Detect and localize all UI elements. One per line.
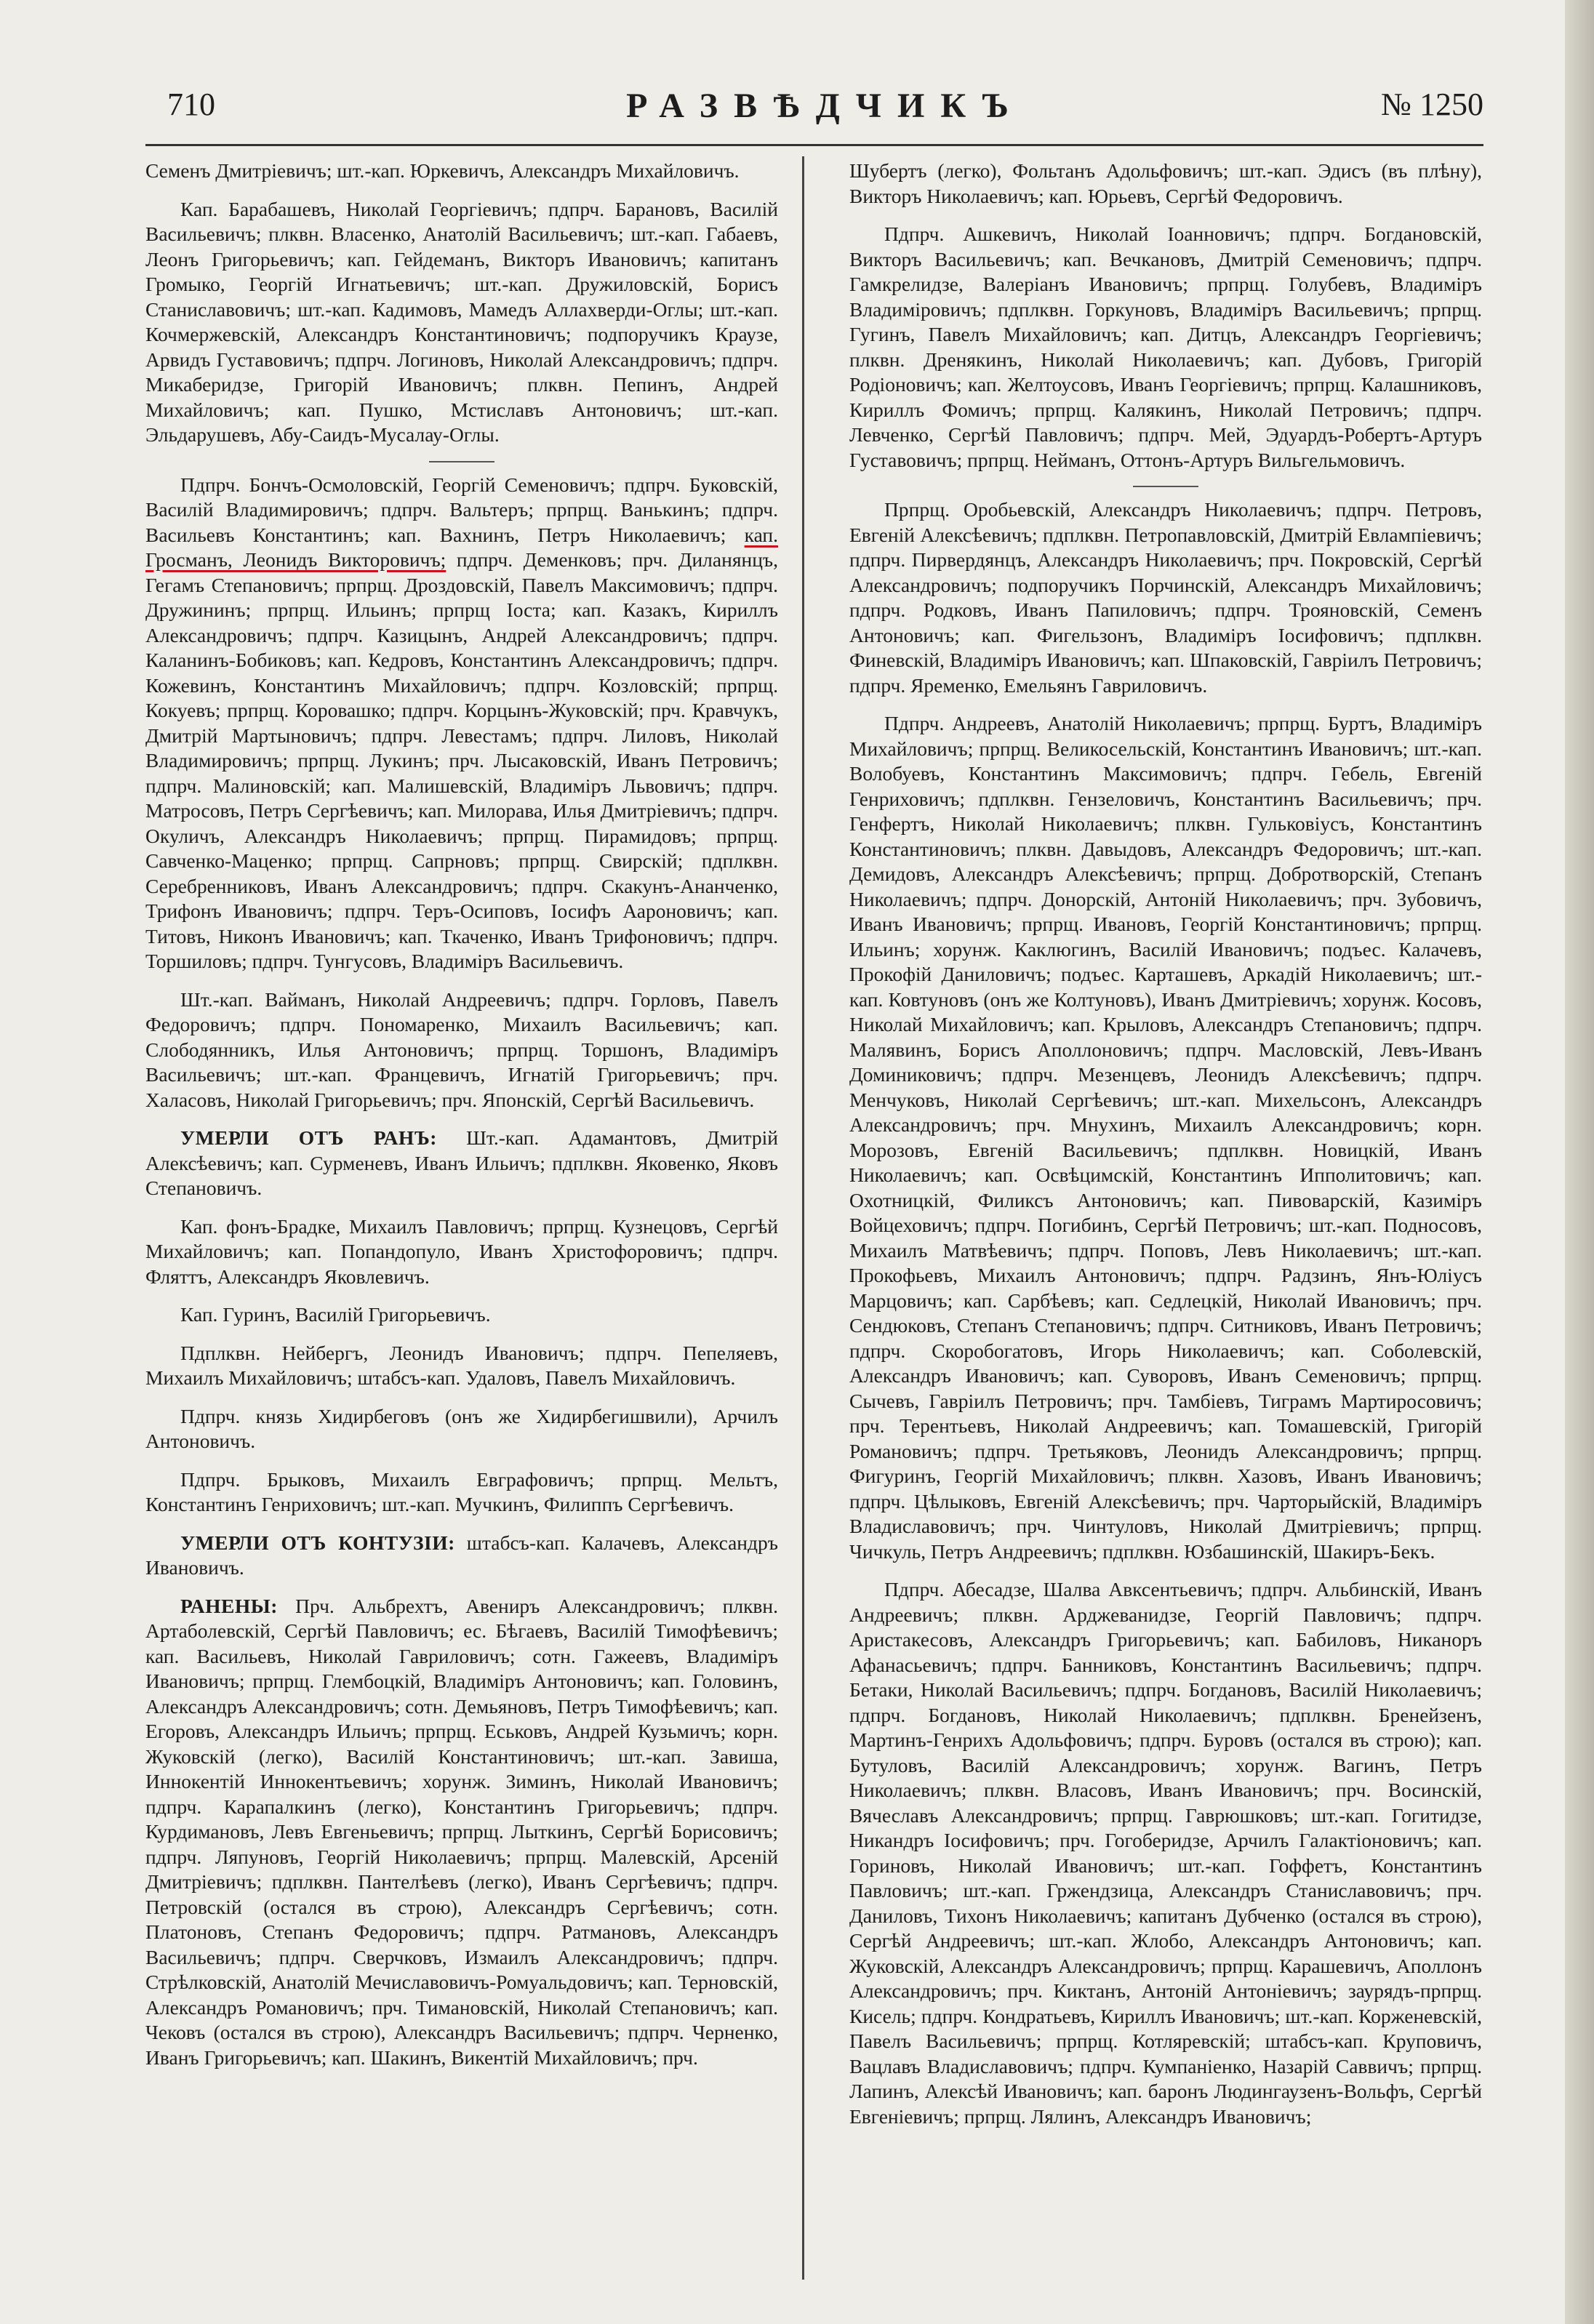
header-rule bbox=[145, 144, 1483, 146]
paragraph: Пдпрч. Ашкевичъ, Николай Іоанновичъ; пдпрч. Богдановскій, Викторъ Васильевичъ; кап. Вечкановъ, Дмитрій Семеновичъ; пдпрч. Гамкрелидзе, Валеріанъ Ивановичъ; прпрщ. Голубевъ, Владиміръ Владиміровичъ; пдплквн. Горкуновъ, Владиміръ Васильевичъ; прпрщ. Гугинъ, Павелъ Михайловичъ; кап. Дитцъ, Александръ Георгіевичъ; плквн. Дренякинъ, Николай Николаевичъ; кап. Дубовъ, Григорій Родіоновичъ; кап. Желтоусовъ, Иванъ Георгіевичъ; прпрщ. Калашниковъ, Кириллъ Фомичъ; прпрщ. Калякинъ, Николай Петровичъ; пдпрч. Левченко, Сергѣй Павловичъ; пдпрч. Мей, Эдуардъ-Робертъ-Артуръ Густавовичъ; прпрщ. Нейманъ, Оттонъ-Артуръ Вильгельмовичъ. bbox=[849, 223, 1482, 471]
paragraph bbox=[145, 1126, 778, 1201]
paragraph: Семенъ Дмитріевичъ; шт.-кап. Юркевичъ, Александръ Михайловичъ. bbox=[145, 159, 740, 182]
paragraph-text: Прч. Альбрехтъ, Авениръ Александровичъ; плквн. Артаболевскій, Сергѣй Павловичъ; ес. Бѣгаевъ, Василій Тимофѣевичъ; кап. Васильевъ, Николай Гавриловичъ; сотн. Гажеевъ, Владиміръ Ивановичъ; прпрщ. Глембоцкій, Владиміръ Антоновичъ; кап. Головинъ, Александръ Александровичъ; сотн. Демьяновъ, Петръ Тимофѣевичъ; кап. Егоровъ, Александръ Ильичъ; прпрщ. Еськовъ, Андрей Кузьмичъ; корн. Жуковскій (легко), Василій Константиновичъ; шт.-кап. Завиша, Иннокентій Иннокентьевичъ; хорунж. Зиминъ, Николай Ивановичъ; пдпрч. Карапалкинъ (легко), Константинъ Григорьевичъ; пдпрч. Курдимановъ, Левъ Евгеньевичъ; прпрщ. Лыткинъ, Сергѣй Борисовичъ; пдпрч. Ляпуновъ, Георгій Николаевичъ; прпрщ. Малевскій, Арсеній Дмитріевичъ; пдплквн. Пантелѣевъ (легко), Иванъ Сергѣевичъ; пдпрч. Петровскій (остался въ строю), Александръ Сергѣевичъ; сотн. Платоновъ, Степанъ Федоровичъ; пдпрч. Ратмановъ, Александръ Васильевичъ; пдпрч. Сверчковъ, Измаилъ Александровичъ; пдпрч. Стрѣлковскій, Анатолій Мечиславовичъ-Ромуальдовичъ; кап. Терновскій, Александръ Романовичъ; прч. Тимановскій, Николай Степановичъ; кап. Чековъ (остался въ строю), Александръ Васильевичъ; пдпрч. Черненко, Иванъ Григорьевичъ; кап. Шакинъ, Викентій Михайловичъ; прч. bbox=[145, 1594, 779, 2069]
issue-number: № 1250 bbox=[1381, 87, 1483, 122]
paragraph: Пдплквн. Нейбергъ, Леонидъ Ивановичъ; пдпрч. Пепеляевъ, Михаилъ Михайловичъ; штабсъ-кап. Удаловъ, Павелъ Михайловичъ. bbox=[145, 1341, 778, 1389]
paragraph: Шт.-кап. Вайманъ, Николай Андреевичъ; пдпрч. Горловъ, Павелъ Федоровичъ; пдпрч. Пономаренко, Михаилъ Васильевичъ; кап. Слободянникъ, Илья Антоновичъ; прпрщ. Торшонъ, Владиміръ Васильевичъ; шт.-кап. Францевичъ, Игнатій Григорьевичъ; прч. Халасовъ, Николай Григорьевичъ; прч. Японскій, Сергѣй Васильевичъ. bbox=[145, 987, 778, 1111]
section-heading: УМЕРЛИ ОТЪ РАНЪ: bbox=[180, 1126, 437, 1149]
paragraph-text: штабсъ-кап. Калачевъ, Александръ Ивановичъ. bbox=[145, 1531, 778, 1579]
page-edge bbox=[1565, 0, 1594, 2324]
page-header bbox=[167, 86, 1483, 137]
paragraph: Шубертъ (легко), Фольтанъ Адольфовичъ; шт.-кап. Эдисъ (въ плѣну), Викторъ Николаевичъ; кап. Юрьевъ, Сергѣй Федоровичъ. bbox=[849, 159, 1482, 207]
paragraph: Пдпрч. князь Хидирбеговъ (онъ же Хидирбегишвили), Арчилъ Антоновичъ. bbox=[145, 1404, 778, 1452]
paragraph: Прпрщ. Оробьевскій, Александръ Николаевичъ; пдпрч. Петровъ, Евгеній Алексѣевичъ; пдплквн. Петропавловскій, Дмитрій Евлампіевичъ; пдпрч. Пирвердянцъ, Александръ Николаевичъ; прч. Покровскій, Сергѣй Александровичъ; подпоручикъ Порчинскій, Александръ Михайловичъ; пдпрч. Родковъ, Иванъ Папиловичъ; пдпрч. Трояновскій, Семенъ Антоновичъ; кап. Фигельзонъ, Владиміръ Іосифовичъ; пдплквн. Финевскій, Владиміръ Ивановичъ; кап. Шпаковскій, Гавріилъ Петровичъ; пдпрч. Яременко, Емельянъ Гавриловичъ. bbox=[849, 498, 1482, 697]
paragraph-text: пдпрч. Деменковъ; прч. Диланянцъ, Гегамъ Степановичъ; прпрщ. Дроздовскій, Павелъ Максимовичъ; пдпрч. Дружининъ; прпрщ. Ильинъ; прпрщ Іоста; кап. Казакъ, Кириллъ Александровичъ; пдпрч. Казицынъ, Андрей Александровичъ; пдпрч. Каланинъ-Бобиковъ; кап. Кедровъ, Константинъ Александровичъ; пдпрч. Кожевинъ, Константинъ Михайловичъ; пдпрч. Козловскій; прпрщ. Кокуевъ; прпрщ. Коровашко; пдпрч. Корцынъ-Жуковскій; прч. Кравчукъ, Дмитрій Мартыновичъ; пдпрч. Левестамъ; пдпрч. Лиловъ, Николай Владимировичъ; прпрщ. Лукинъ; прч. Лысаковскій, Иванъ Петровичъ; пдпрч. Малиновскій; кап. Малишевскій, Владиміръ Львовичъ; пдпрч. Матросовъ, Петръ Сергѣевичъ; кап. Милорава, Илья Дмитріевичъ; пдпрч. Окуличъ, Александръ Николаевичъ; прпрщ. Пирамидовъ; прпрщ. Савченко-Маценко; прпрщ. Сапрновъ; прпрщ. Свирскій; пдплквн. Серебренниковъ, Иванъ Александровичъ; пдпрч. Скакунъ-Ананченко, Трифонъ Ивановичъ; пдпрч. Теръ-Осиповъ, Іосифъ Аароновичъ; кап. Титовъ, Никонъ Ивановичъ; кап. Ткаченко, Иванъ Трифоновичъ; пдпрч. Торшиловъ; пдпрч. Тунгусовъ, Владиміръ Васильевичъ. bbox=[145, 548, 779, 972]
section-heading: УМЕРЛИ ОТЪ КОНТУЗІИ: bbox=[180, 1531, 455, 1554]
section-separator bbox=[429, 461, 494, 462]
paragraph: Пдпрч. Абесадзе, Шалва Авксентьевичъ; пдпрч. Альбинскій, Иванъ Андреевичъ; плквн. Арджеванидзе, Георгій Павловичъ; пдпрч. Аристакесовъ, Александръ Григорьевичъ; кап. Бабиловъ, Никаноръ Афанасьевичъ; пдпрч. Банниковъ, Константинъ Васильевичъ; пдпрч. Бетаки, Николай Васильевичъ; пдпрч. Богдановъ, Василій Николаевичъ; пдпрч. Богдановъ, Николай Николаевичъ; пдплквн. Бренейзенъ, Мартинъ-Генрихъ Адольфовичъ; пдпрч. Буровъ (остался въ строю); кап. Бутуловъ, Василій Александровичъ; хорунж. Вагинъ, Петръ Николаевичъ; плквн. Власовъ, Иванъ Ивановичъ; прч. Восинскій, Вячеславъ Александровичъ; прпрщ. Гаврюшковъ; шт.-кап. Гогитидзе, Никандръ Іосифовичъ; прч. Гогоберидзе, Арчилъ Галактіоновичъ; кап. Гориновъ, Николай Ивановичъ; шт.-кап. Гоффетъ, Константинъ Павловичъ; шт.-кап. Гржендзица, Александръ Станиславовичъ; прч. Даниловъ, Тихонъ Николаевичъ; капитанъ Дубченко (остался въ строю), Сергѣй Андреевичъ; шт.-кап. Жлобо, Александръ Антоновичъ; кап. Жуковскій, Александръ Александровичъ; прпрщ. Карашевичъ, Аполлонъ Александровичъ; прч. Киктанъ, Антоній Антоніевичъ; заурядъ-прпрщ. Кисель; пдпрч. Кондратьевъ, Кириллъ Ивановичъ; шт.-кап. Корженевскій, Павелъ Васильевичъ; прпрщ. Котляревскій; штабсъ-кап. Круповичъ, Вацлавъ Владиславовичъ; пдпрч. Кумпаніенко, Назарій Саввичъ; прпрщ. Лапинъ, Алексѣй Ивановичъ; кап. баронъ Людингаузенъ-Вольфъ, Сергѣй Евгеніевичъ; прпрщ. Лялинъ, Александръ Ивановичъ; bbox=[849, 1578, 1482, 2128]
journal-title: РАЗВѢДЧИКЪ bbox=[626, 87, 1025, 125]
paragraph: Пдпрч. Андреевъ, Анатолій Николаевичъ; прпрщ. Буртъ, Владиміръ Михайловичъ; прпрщ. Великосельскій, Константинъ Ивановичъ; шт.-кап. Волобуевъ, Константинъ Максимовичъ; пдпрч. Гебель, Евгеній Генриховичъ; пдплквн. Гензеловичъ, Константинъ Васильевичъ; прч. Генфертъ, Николай Николаевичъ; плквн. Гульковіусъ, Константинъ Константиновичъ; плквн. Давыдовъ, Александръ Федоровичъ; шт.-кап. Демидовъ, Александръ Алексѣевичъ; прпрщ. Добротворскій, Степанъ Николаевичъ; пдпрч. Донорскій, Антоній Николаевичъ; прч. Зубовичъ, Иванъ Ивановичъ; прпрщ. Ивановъ, Георгій Константиновичъ; прпрщ. Ильинъ; хорунж. Каклюгинъ, Василій Ивановичъ; подъес. Калачевъ, Прокофій Даниловичъ; подъес. Карташевъ, Аркадій Николаевичъ; шт.-кап. Ковтуновъ (онъ же Колтуновъ), Иванъ Дмитріевичъ; хорунж. Косовъ, Николай Михайловичъ; кап. Крыловъ, Александръ Степановичъ; пдпрч. Малявинъ, Борисъ Аполлоновичъ; пдпрч. Масловскій, Левъ-Иванъ Доминиковичъ; пдпрч. Мезенцевъ, Леонидъ Алексѣевичъ; пдпрч. Менчуковъ, Николай Сергѣевичъ; шт.-кап. Михельсонъ, Александръ Александровичъ; прч. Мнухинъ, Михаилъ Александровичъ; корн. Морозовъ, Евгеній Васильевичъ; пдплквн. Новицкій, Иванъ Николаевичъ; кап. Освѣцимскій, Константинъ Ипполитовичъ; кап. Охотницкій, Филиксъ Антоновичъ; кап. Пивоварскій, Казиміръ Войцеховичъ; пдпрч. Погибинъ, Сергѣй Петровичъ; шт.-кап. Подносовъ, Михаилъ Матвѣевичъ; пдпрч. Поповъ, Левъ Николаевичъ; шт.-кап. Прокофьевъ, Михаилъ Антоновичъ; пдпрч. Радзинъ, Янъ-Юліусъ Марцовичъ; кап. Сарбѣевъ; кап. Седлецкій, Николай Ивановичъ; прч. Сендюковъ, Степанъ Степановичъ; пдпрч. Ситниковъ, Иванъ Петровичъ; пдпрч. Скоробогатовъ, Игорь Николаевичъ; кап. Соболевскій, Александръ Ивановичъ; кап. Суворовъ, Иванъ Семеновичъ; прпрщ. Сычевъ, Гавріилъ Петровичъ; прч. Тамбіевъ, Тиграмъ Мартиросовичъ; прч. Терентьевъ, Николай Андреевичъ; кап. Томашевскій, Григорій Романовичъ; пдпрч. Третьяковъ, Леонидъ Александровичъ; прпрщ. Фигуринъ, Георгій Михайловичъ; плквн. Хазовъ, Иванъ Ивановичъ; пдпрч. Цѣлыковъ, Евгеній Алексѣевичъ; прч. Чарторыйскій, Владиміръ Владиславовичъ; прч. Чинтуловъ, Николай Дмитріевичъ; прпрщ. Чичкуль, Петръ Андреевичъ; пдплквн. Юзбашинскій, Шакиръ-Бекъ. bbox=[849, 712, 1482, 1563]
paragraph-text: Шт.-кап. Адамантовъ, Дмитрій Алексѣевичъ; кап. Сурменевъ, Иванъ Ильичъ; пдплквн. Яковенко, Яковъ Степановичъ. bbox=[145, 1126, 778, 1199]
section-separator bbox=[1133, 486, 1198, 487]
paragraph: Кап. Барабашевъ, Николай Георгіевичъ; пдпрч. Барановъ, Василій Васильевичъ; плквн. Власенко, Анатолій Васильевичъ; шт.-кап. Габаевъ, Леонъ Григорьевичъ; кап. Гейдеманъ, Викторъ Ивановичъ; капитанъ Громыко, Георгій Игнатьевичъ; шт.-кап. Дружиловскій, Борисъ Станиславовичъ; шт.-кап. Кадимовъ, Мамедъ Аллахверди-Оглы; шт.-кап. Кочмержевскій, Александръ Константиновичъ; подпоручикъ Краузе, Арвидъ Густавовичъ; пдпрч. Логиновъ, Николай Александровичъ; пдпрч. Микаберидзе, Григорій Ивановичъ; плквн. Пепинъ, Андрей Михайловичъ; кап. Пушко, Мстиславъ Антоновичъ; шт.-кап. Эльдарушевъ, Абу-Саидъ-Мусалау-Оглы. bbox=[145, 197, 778, 446]
right-column bbox=[849, 159, 1482, 2142]
page-number: 710 bbox=[167, 87, 215, 122]
paragraph-text: Пдпрч. Бончъ-Осмоловскій, Георгій Семеновичъ; пдпрч. Буковскій, Василій Владимировичъ; пдпрч. Вальтеръ; прпрщ. Ванькинъ; пдпрч. Васильевъ Константинъ; кап. Вахнинъ, Петръ Николаевичъ; bbox=[145, 473, 778, 546]
paragraph: Кап. Гуринъ, Василій Григорьевичъ. bbox=[180, 1303, 491, 1326]
paragraph: Пдпрч. Брыковъ, Михаилъ Евграфовичъ; прпрщ. Мельтъ, Константинъ Генриховичъ; шт.-кап. Мучкинъ, Филиппъ Сергѣевичъ. bbox=[145, 1467, 778, 1515]
column-divider bbox=[802, 156, 804, 2280]
paragraph bbox=[145, 473, 778, 974]
paragraph bbox=[145, 1531, 778, 1581]
section-heading: РАНЕНЫ: bbox=[180, 1594, 278, 1617]
paragraph: Кап. фонъ-Брадке, Михаилъ Павловичъ; прпрщ. Кузнецовъ, Сергѣй Михайловичъ; кап. Попандопуло, Иванъ Христофоровичъ; пдпрч. Фляттъ, Александръ Яковлевичъ. bbox=[145, 1214, 778, 1288]
paragraph bbox=[145, 1594, 778, 2071]
left-column bbox=[145, 159, 778, 2083]
highlighted-entry: кап. Гросманъ, Леонидъ Викторовичъ; bbox=[145, 523, 779, 571]
